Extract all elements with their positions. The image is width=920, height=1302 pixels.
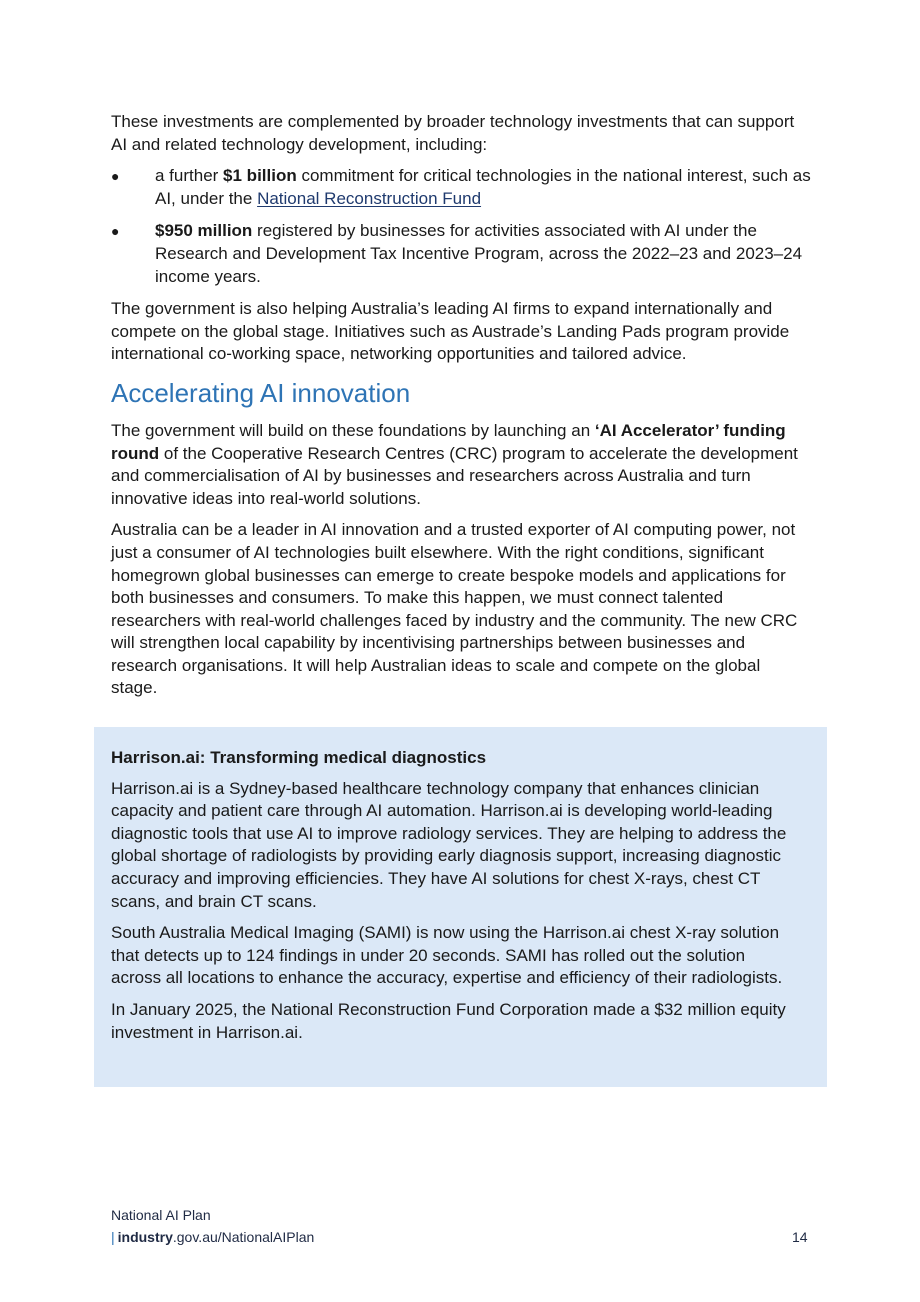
global-stage-paragraph: The government is also helping Australia’s leading AI firms to expand internationally and compete on the global stage. Initiatives such as Austrade’s Landing Pads program provide international co-working space, networking opportunities and tailored advice. (111, 299, 790, 364)
investment-list (111, 165, 811, 288)
amount-highlight: $1 billion (223, 166, 297, 186)
section-heading: Accelerating AI innovation (111, 377, 411, 408)
case-study-title: Harrison.ai: Transforming medical diagnostics (111, 748, 487, 767)
page-number: 14 (792, 1229, 808, 1245)
bullet-icon: ● (111, 168, 120, 185)
leader-paragraph: Australia can be a leader in AI innovation and a trusted exporter of AI computing power, not just a consumer of AI technologies built elsewhere. With the right conditions, significant homegrown global businesses can emerge to create bespoke models and applications for both businesses and consumers. To make this happen, we must connect talented researchers with real-world challenges faced by industry and the community. The new CRC will strengthen local capability by incentivising partnerships between businesses and research organisations. It will help Australian ideas to scale and compete on the global stage. (111, 520, 798, 698)
bullet-icon: ● (111, 223, 120, 240)
case-study-paragraph: South Australia Medical Imaging (SAMI) is now using the Harrison.ai chest X-ray solution that detects up to 124 findings in under 20 seconds. SAMI has rolled out the solution across all locations to enhance the accuracy, expertise and efficiency of their radiologists. (111, 923, 783, 988)
case-study-box (94, 727, 827, 1087)
national-reconstruction-fund-link[interactable]: National Reconstruction Fund (257, 188, 482, 208)
footer-separator: | (111, 1229, 115, 1245)
amount-highlight: $950 million (155, 221, 253, 241)
case-study-paragraph: In January 2025, the National Reconstruction Fund Corporation made a $32 million equity investment in Harrison.ai. (111, 999, 786, 1042)
list-item: ● a further $1 billion commitment for critical technologies in the national interest, such as AI, under the National Reconstruction Fund (111, 166, 811, 208)
accelerator-highlight: ‘AI Accelerator’ funding round (111, 420, 786, 463)
accelerator-paragraph: The government will build on these foundations by launching an ‘AI Accelerator’ funding round of the Cooperative Research Centres (CRC) program to accelerate the development and commercialisation of AI by businesses and researchers across Australia and turn innovative ideas into real-world solutions. (111, 420, 798, 508)
list-item: ● $950 million registered by businesses for activities associated with AI under the Research and Development Tax Incentive Program, across the 2022–23 and 2023–24 income years. (111, 221, 803, 286)
case-study-content (111, 747, 791, 1053)
footer-url[interactable]: | industry.gov.au/NationalAIPlan (111, 1229, 315, 1245)
footer-title: National AI Plan (111, 1207, 211, 1223)
main-content (111, 111, 811, 709)
intro-paragraph: These investments are complemented by broader technology investments that can support AI and related technology development, including: (111, 112, 795, 154)
case-study-paragraph: Harrison.ai is a Sydney-based healthcare technology company that enhances clinician capacity and patient care through AI automation. Harrison.ai is developing world-leading diagnostic tools that use AI to improve radiology services. They are helping to address the global shortage of radiologists by providing early diagnosis support, increasing diagnostic accuracy and improving efficiencies. They have AI solutions for chest X-rays, chest CT scans, and brain CT scans. (111, 778, 787, 911)
page-footer (111, 1204, 314, 1248)
